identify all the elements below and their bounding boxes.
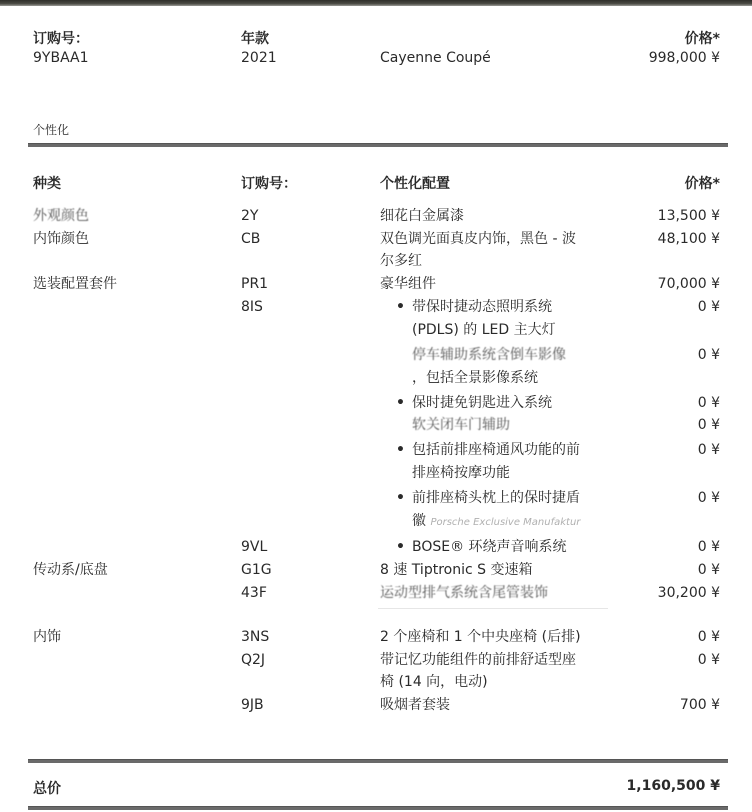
row-description: 运动型排气系统含尾管装饰 <box>380 585 548 601</box>
row-code: 43F <box>241 585 267 601</box>
bullet-icon: • <box>396 395 405 411</box>
row-price: 0 ¥ <box>697 539 720 555</box>
row-description: • 包括前排座椅通风功能的前 <box>396 442 580 458</box>
row-category: 内饰 <box>33 629 61 645</box>
bullet-icon: • <box>396 442 405 458</box>
row-price: 700 ¥ <box>679 697 720 713</box>
row-description: • BOSE® 环绕声音响系统 <box>396 539 567 555</box>
row-code: G1G <box>241 562 272 578</box>
row-price: 0 ¥ <box>697 417 720 433</box>
row-description: • 前排座椅头枕上的保时捷盾 <box>396 490 580 506</box>
row-description-cont: 椅 (14 向，电动) <box>380 674 488 690</box>
row-code: CB <box>241 231 261 247</box>
row-category: 选装配置套件 <box>33 276 117 292</box>
row-code: 8IS <box>241 299 263 315</box>
section-title-personalization: 个性化 <box>33 123 70 137</box>
row-price: 13,500 ¥ <box>657 208 720 224</box>
row-price: 70,000 ¥ <box>657 276 720 292</box>
bullet-icon: • <box>396 299 405 315</box>
manufaktur-note: Porsche Exclusive Manufaktur <box>430 517 581 528</box>
section-divider <box>28 143 728 147</box>
column-header-code: 订购号： <box>241 176 297 192</box>
row-price: 48,100 ¥ <box>657 231 720 247</box>
row-price: 0 ¥ <box>697 395 720 411</box>
top-edge-bar <box>0 0 752 6</box>
base-price-label: 价格* <box>684 31 720 47</box>
row-description: • 保时捷免钥匙进入系统 <box>396 395 552 411</box>
row-code: 2Y <box>241 208 259 224</box>
row-description-cont: (PDLS) 的 LED 主大灯 <box>412 322 556 338</box>
row-price: 0 ¥ <box>697 442 720 458</box>
row-description: 吸烟者套装 <box>380 697 450 713</box>
row-price: 0 ¥ <box>697 299 720 315</box>
column-header-category: 种类 <box>33 176 61 192</box>
row-price: 0 ¥ <box>697 652 720 668</box>
row-description: 双色调光面真皮内饰，黑色 - 波 <box>380 231 576 247</box>
row-description-cont: ，包括全景影像系统 <box>412 370 538 386</box>
row-description: 带记忆功能组件的前排舒适型座 <box>380 652 576 668</box>
row-description: 停车辅助系统含倒车影像 <box>412 347 566 363</box>
bullet-icon: • <box>396 539 405 555</box>
row-price: 30,200 ¥ <box>657 585 720 601</box>
row-description: 软关闭车门辅助 <box>412 417 510 433</box>
total-label: 总价 <box>33 781 61 797</box>
row-code: Q2J <box>241 652 266 668</box>
row-price: 0 ¥ <box>697 347 720 363</box>
model-year-value: 2021 <box>241 50 277 66</box>
row-description: 细花白金属漆 <box>380 208 464 224</box>
column-header-price: 价格* <box>684 176 720 192</box>
base-price-value: 998,000 ¥ <box>648 50 720 66</box>
row-separator <box>378 608 608 609</box>
total-divider-bottom <box>28 806 728 810</box>
order-number-label: 订购号： <box>33 31 89 47</box>
row-code: 9VL <box>241 539 268 555</box>
row-description-cont: 尔多红 <box>380 253 422 269</box>
row-description: 8 速 Tiptronic S 变速箱 <box>380 562 533 578</box>
row-price: 0 ¥ <box>697 562 720 578</box>
row-price: 0 ¥ <box>697 490 720 506</box>
total-divider-top <box>28 759 728 763</box>
row-description: 2 个座椅和 1 个中央座椅 (后排) <box>380 629 581 645</box>
row-description: • 带保时捷动态照明系统 <box>396 299 552 315</box>
row-price: 0 ¥ <box>697 629 720 645</box>
row-code: 3NS <box>241 629 270 645</box>
row-category: 外观颜色 <box>33 208 89 224</box>
column-header-config: 个性化配置 <box>380 176 450 192</box>
row-category: 内饰颜色 <box>33 231 89 247</box>
model-name: Cayenne Coupé <box>380 50 491 66</box>
row-description: 豪华组件 <box>380 276 436 292</box>
row-description-cont: 徽 Porsche Exclusive Manufaktur <box>412 513 581 529</box>
order-number-value: 9YBAA1 <box>33 50 89 66</box>
model-year-label: 年款 <box>241 31 269 47</box>
row-description-cont: 排座椅按摩功能 <box>412 465 510 481</box>
bullet-icon: • <box>396 490 405 506</box>
total-value: 1,160,500 ¥ <box>626 778 720 794</box>
row-category: 传动系/底盘 <box>33 562 108 578</box>
row-code: 9JB <box>241 697 264 713</box>
row-code: PR1 <box>241 276 269 292</box>
